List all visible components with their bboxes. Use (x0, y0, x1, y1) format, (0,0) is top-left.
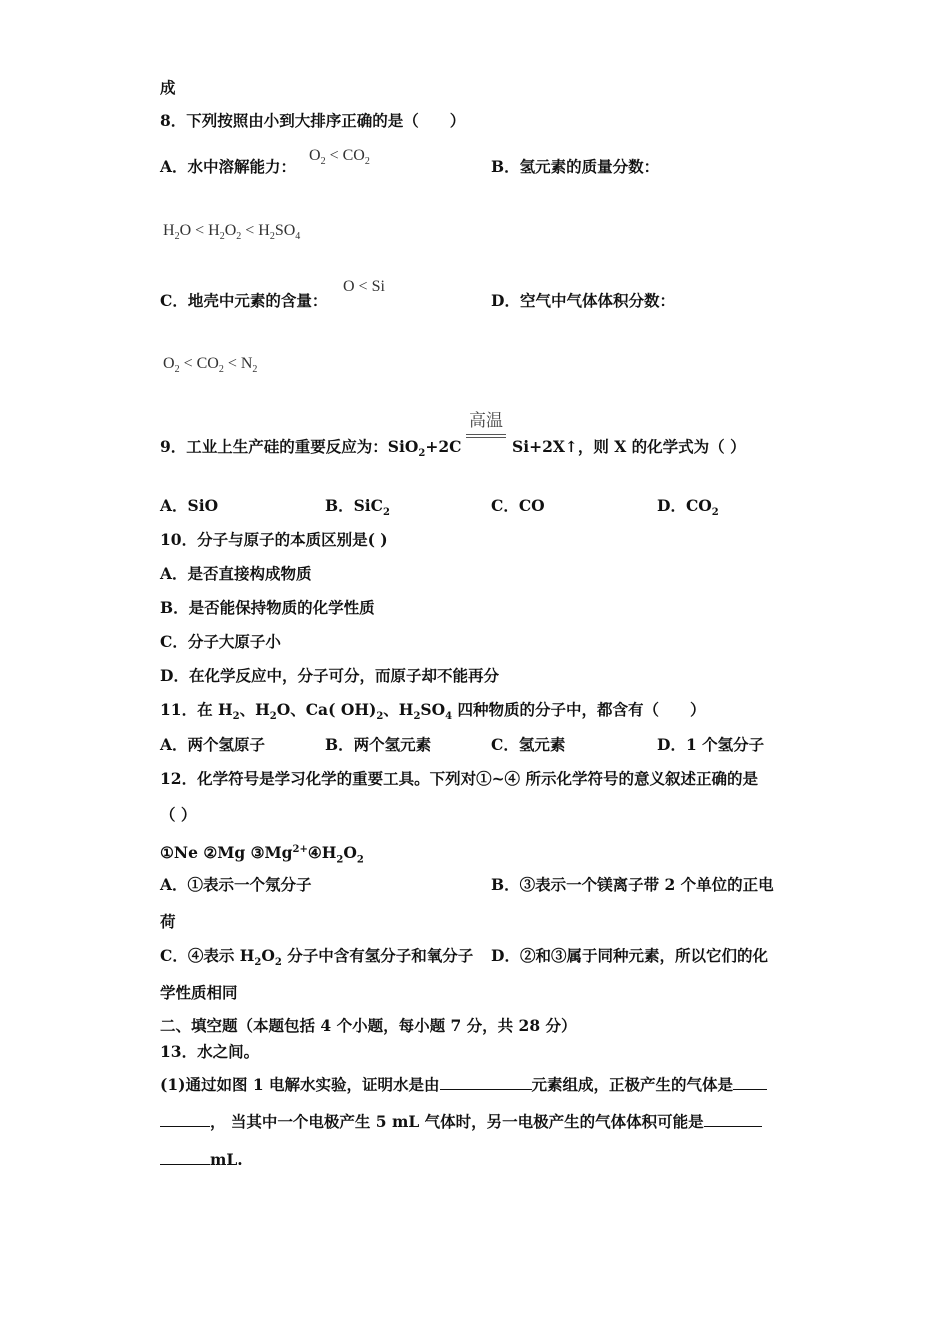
q12-stem-line2: （ ） (160, 805, 197, 824)
q13-part1-line1: (1)通过如图 1 电解水实验，证明水是由 元素组成，正极产生的气体是 (160, 1075, 767, 1095)
q13-part1-line3: mL. (160, 1150, 243, 1170)
q9-condition-text: 高温 (469, 411, 503, 431)
q12-option-b-line2: 荷 (160, 912, 176, 931)
q11-option-a: A．两个氢原子 (160, 735, 266, 754)
q11-option-d: D．1 个氢分子 (657, 735, 765, 754)
q8-option-c-formula: O < Si (343, 278, 385, 295)
q10-option-b: B．是否能保持物质的化学性质 (160, 598, 375, 617)
q9-condition-line-2 (466, 437, 506, 438)
q9-option-a: A．SiO (160, 496, 219, 515)
q11-option-b: B．两个氢元素 (325, 735, 432, 754)
q13-stem: 13．水之间。 (160, 1042, 260, 1061)
answer-blank-volume-end[interactable] (160, 1150, 210, 1165)
answer-blank-volume-start[interactable] (704, 1112, 762, 1127)
section-2-title: 二、填空题（本题包括 4 个小题，每小题 7 分，共 28 分） (160, 1016, 577, 1035)
q9-option-d: D．$CO_2$ (657, 496, 719, 519)
q9-option-c: C．CO (491, 496, 545, 515)
q8-option-c-label: C．地壳中元素的含量： (160, 291, 328, 310)
q11-stem: 11．在 $H_2$、$H_2O$、Ca( $OH)_2$、$H_2SO_4$ 四种物质的分子中，都含有（ ） (160, 700, 706, 723)
q12-symbols: ①Ne ②Mg $③Mg^{2+}④H_2O_2$ (160, 843, 364, 866)
q9-stem-end: Si+2X↑，则 X 的化学式为（ ） (512, 437, 746, 456)
q12-stem-line1: 12．化学符号是学习化学的重要工具。下列对①~④ 所示化学符号的意义叙述正确的是 (160, 769, 758, 788)
q9-condition-line-1 (466, 434, 506, 435)
q9-stem-start: 9．工业上生产硅的重要反应为：SiO$_2$+2C (160, 437, 462, 460)
q10-option-a: A．是否直接构成物质 (160, 564, 312, 583)
answer-blank-positive-gas-end[interactable] (160, 1112, 210, 1127)
q10-stem: 10．分子与原子的本质区别是( ) (160, 530, 388, 549)
q10-option-d: D．在化学反应中，分子可分，而原子却不能再分 (160, 666, 499, 685)
q13-part1-line2: ， 当其中一个电极产生 5 mL 气体时，另一电极产生的气体体积可能是 (160, 1112, 762, 1132)
q8-option-d-label: D．空气中气体体积分数： (491, 291, 675, 310)
q8-option-b-label: B．氢元素的质量分数： (491, 157, 660, 176)
q10-option-c: C．分子大原子小 (160, 632, 281, 651)
q8-option-a-formula: $O_2 < CO_2$ (309, 147, 370, 168)
continued-text-fragment: 成 (160, 78, 176, 97)
answer-blank-elements[interactable] (440, 1075, 532, 1090)
q12-option-b-line1: B．③表示一个镁离子带 2 个单位的正电 (491, 875, 774, 894)
q11-option-c: C．氢元素 (491, 735, 566, 754)
q12-option-d-line1: D．②和③属于同种元素，所以它们的化 (491, 946, 768, 965)
q12-option-d-line2: 学性质相同 (160, 983, 238, 1002)
q8-option-b-formula: $H_2O < H_2O_2 < H_2SO_4$ (163, 222, 301, 243)
answer-blank-positive-gas-start[interactable] (733, 1075, 767, 1090)
q12-option-a: A．①表示一个氖分子 (160, 875, 312, 894)
q9-option-b: B．SiC$_2$ (325, 496, 390, 519)
q8-option-a-label: A．水中溶解能力： (160, 157, 297, 176)
q12-option-c: C．④表示 $H_2O_2$ 分子中含有氢分子和氧分子 (160, 946, 474, 969)
q8-stem: 8．下列按照由小到大排序正确的是（ ） (160, 111, 466, 130)
q9-reaction-condition (466, 410, 506, 438)
q8-option-d-formula: $O_2 < CO_2 < N_2$ (163, 355, 258, 376)
